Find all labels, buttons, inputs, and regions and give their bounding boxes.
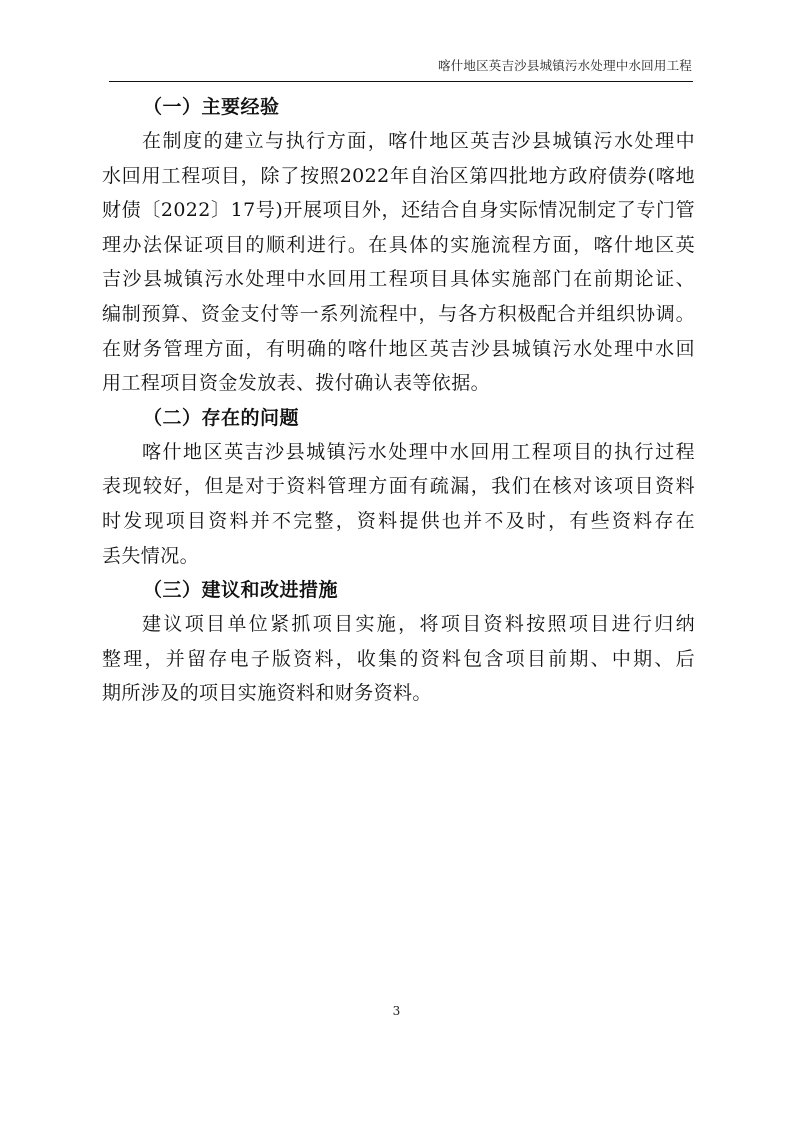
paragraph-line: 丢失情况。 bbox=[102, 544, 200, 567]
section-paragraph-main-experience bbox=[102, 124, 695, 401]
paragraph-line: 建议项目单位紧抓项目实施，将项目资料按照项目进行归纳 bbox=[142, 613, 695, 636]
paragraph-line: 编制预算、资金支付等一系列流程中，与各方积极配合并组织协调。 bbox=[102, 302, 695, 325]
paragraph-line: 吉沙县城镇污水处理中水回用工程项目具体实施部门在前期论证、 bbox=[102, 268, 695, 291]
document-body bbox=[102, 90, 695, 711]
paragraph-line: 水回用工程项目，除了按照2022年自治区第四批地方政府债券(喀地 bbox=[102, 164, 695, 187]
header-rule bbox=[109, 81, 693, 82]
paragraph-line: 时发现项目资料并不完整，资料提供也并不及时，有些资料存在 bbox=[102, 509, 695, 532]
paragraph-line: 财债〔2022〕17号)开展项目外，还结合自身实际情况制定了专门管 bbox=[102, 199, 695, 222]
page-number: 3 bbox=[392, 1004, 401, 1018]
paragraph-line: 喀什地区英吉沙县城镇污水处理中水回用工程项目的执行过程 bbox=[142, 440, 695, 463]
paragraph-line: 表现较好，但是对于资料管理方面有疏漏，我们在核对该项目资料 bbox=[102, 475, 695, 498]
section-heading-existing-problems: （二）存在的问题 bbox=[143, 406, 300, 429]
section-heading-main-experience: （一）主要经验 bbox=[143, 96, 280, 118]
paragraph-line: 在制度的建立与执行方面，喀什地区英吉沙县城镇污水处理中 bbox=[142, 130, 695, 152]
paragraph-line: 在财务管理方面，有明确的喀什地区英吉沙县城镇污水处理中水回 bbox=[102, 337, 695, 360]
section-heading-suggestions: （三）建议和改进措施 bbox=[143, 579, 339, 602]
running-header-title: 喀什地区英吉沙县城镇污水处理中水回用工程 bbox=[437, 58, 692, 73]
paragraph-line: 期所涉及的项目实施资料和财务资料。 bbox=[102, 682, 432, 705]
paragraph-line: 用工程项目资金发放表、拨付确认表等依据。 bbox=[102, 372, 491, 395]
paragraph-line: 整理，并留存电子版资料，收集的资料包含项目前期、中期、后 bbox=[102, 647, 695, 670]
section-paragraph-suggestions bbox=[102, 607, 695, 711]
paragraph-line: 理办法保证项目的顺利进行。在具体的实施流程方面，喀什地区英 bbox=[102, 233, 695, 256]
section-paragraph-existing-problems bbox=[102, 435, 695, 573]
